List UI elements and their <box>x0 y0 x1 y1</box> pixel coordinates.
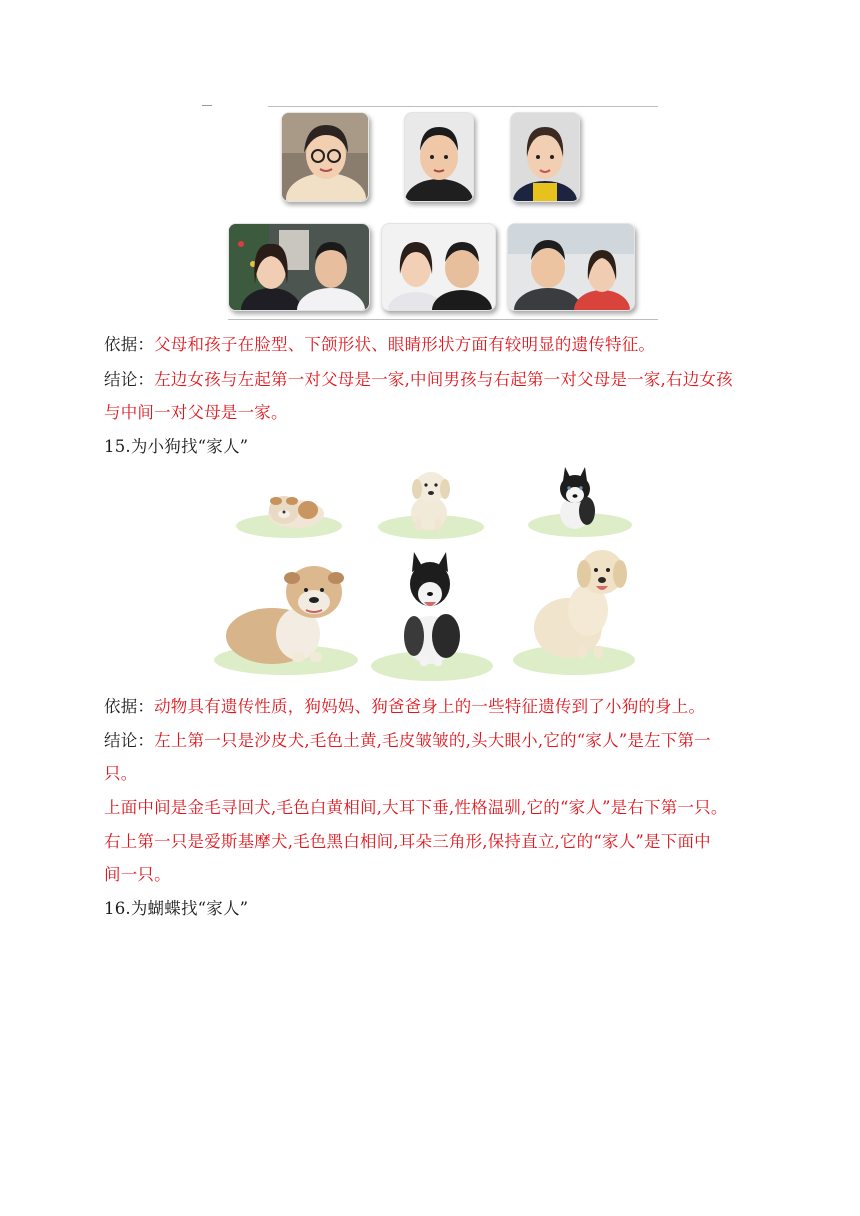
conclusion-label: 结论： <box>104 370 155 389</box>
husky-adult <box>370 548 494 682</box>
shar-pei-puppy <box>234 484 344 540</box>
girl-right-photo <box>510 112 580 202</box>
figure-bottom-rule <box>228 319 658 320</box>
section-15-heading: 15.为小狗找“家人” <box>104 437 249 456</box>
basis-text: 父母和孩子在脸型、下颌形状、眼睛形状方面有较明显的遗传特征。 <box>154 335 656 354</box>
husky-puppy <box>525 467 635 539</box>
conclusion-line-15b: 只。 <box>104 764 138 783</box>
basis-label: 依据： <box>104 697 155 716</box>
basis-label: 依据： <box>104 335 155 354</box>
conclusion-line-14a <box>104 370 733 390</box>
golden-retriever-paragraph: 上面中间是金毛寻回犬,毛色白黄相间,大耳下垂,性格温驯,它的“家人”是右下第一只。 <box>104 798 728 817</box>
basis-text: 动物具有遗传性质，狗妈妈、狗爸爸身上的一些特征遗传到了小狗的身上。 <box>154 697 706 716</box>
conclusion-text: 左边女孩与左起第一对父母是一家,中间男孩与右起第一对父母是一家,右边女孩 <box>154 370 733 389</box>
parents-left-photo <box>228 223 370 311</box>
basis-line-14 <box>104 335 655 355</box>
conclusion-text: 左上第一只是沙皮犬,毛色土黄,毛皮皱皱的,头大眼小,它的“家人”是左下第一 <box>154 731 711 750</box>
figure-rule-mark <box>202 105 212 106</box>
husky-paragraph-line1: 右上第一只是爱斯基摩犬,毛色黑白相间,耳朵三角形,保持直立,它的“家人”是下面中 <box>104 832 711 851</box>
girl-left-photo <box>281 112 369 202</box>
basis-line-15 <box>104 697 705 717</box>
boy-middle-photo <box>404 112 474 202</box>
section-16-heading: 16.为蝴蝶找“家人” <box>104 899 249 918</box>
figure-top-rule <box>268 106 658 107</box>
husky-paragraph-line2: 间一只。 <box>104 865 171 884</box>
conclusion-line-15a <box>104 731 711 751</box>
shar-pei-adult <box>212 556 360 676</box>
conclusion-label: 结论： <box>104 731 155 750</box>
golden-retriever-puppy <box>377 465 487 541</box>
parents-right-photo <box>507 223 635 311</box>
golden-retriever-adult <box>512 542 638 676</box>
parents-middle-photo <box>381 223 496 311</box>
conclusion-line-14b: 与中间一对父母是一家。 <box>104 403 288 422</box>
